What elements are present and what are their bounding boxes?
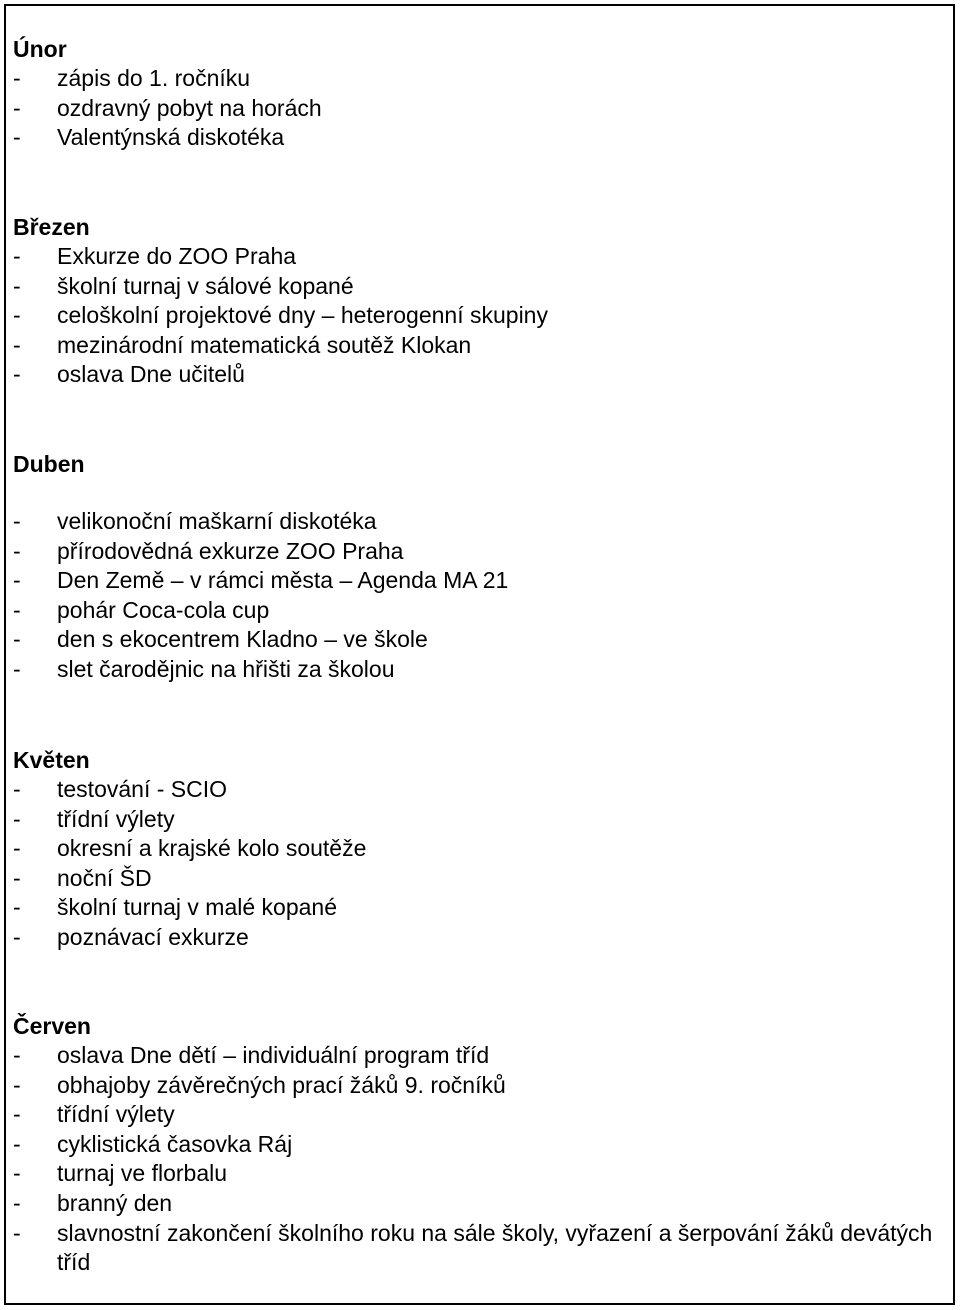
month-heading: Duben [13, 451, 85, 477]
list-item [13, 242, 950, 272]
list-item [13, 1041, 950, 1071]
section-kveten [13, 745, 950, 953]
list-item-text: Valentýnská diskotéka [57, 124, 285, 151]
bullet-dash: - [13, 655, 21, 682]
bullet-dash: - [13, 1160, 21, 1187]
list-item [13, 301, 950, 331]
bullet-dash: - [13, 1219, 21, 1246]
bullet-dash: - [13, 894, 21, 921]
bullet-dash: - [13, 596, 21, 623]
list-item [13, 923, 950, 953]
list-item [13, 655, 950, 685]
list-item [13, 625, 950, 655]
list-item-text: obhajoby závěrečných prací žáků 9. ročníků [57, 1071, 506, 1098]
list-item-text: slet čarodějnic na hřišti za školou [57, 655, 395, 682]
list-item [13, 272, 950, 302]
bullet-dash: - [13, 65, 21, 91]
section-duben [13, 449, 950, 685]
bullet-dash: - [13, 805, 21, 832]
bullet-dash: - [13, 1101, 21, 1128]
bullet-dash: - [13, 361, 21, 388]
bullet-dash: - [13, 331, 21, 358]
month-heading: Březen [13, 214, 90, 240]
bullet-dash: - [13, 864, 21, 891]
bullet-dash: - [13, 626, 21, 653]
bullet-dash: - [13, 302, 21, 329]
list-item-text: celoškolní projektové dny – heterogenní skupiny [57, 302, 548, 329]
list-item-text: pohár Coca-cola cup [57, 596, 270, 623]
bullet-dash: - [13, 567, 21, 594]
section-unor [13, 34, 950, 153]
bullet-dash: - [13, 776, 21, 802]
list-item-text: slavnostní zakončení školního roku na sále školy, vyřazení a šerpování žáků devátých tříd [57, 1219, 933, 1276]
list-item [13, 123, 950, 153]
list-item-text: velikonoční maškarní diskotéka [57, 508, 377, 534]
list-item [13, 331, 950, 361]
bullet-dash: - [13, 508, 21, 534]
bullet-dash: - [13, 1071, 21, 1098]
bullet-dash: - [13, 1130, 21, 1157]
list-item [13, 507, 950, 537]
month-heading: Květen [13, 747, 90, 773]
list-item-text: školní turnaj v sálové kopané [57, 272, 354, 299]
bullet-dash: - [13, 1189, 21, 1216]
bullet-dash: - [13, 124, 21, 151]
list-item-text: Den Země – v rámci města – Agenda MA 21 [57, 567, 509, 594]
bullet-dash: - [13, 243, 21, 269]
list-item-text: den s ekocentrem Kladno – ve škole [57, 626, 428, 653]
list-item [13, 893, 950, 923]
bullet-dash: - [13, 1042, 21, 1068]
bullet-dash: - [13, 272, 21, 299]
list-item-text: noční ŠD [57, 864, 152, 891]
list-item-text: školní turnaj v malé kopané [57, 894, 337, 921]
list-item [13, 360, 950, 390]
list-item [13, 596, 950, 626]
month-heading: Červen [13, 1013, 91, 1039]
bullet-dash: - [13, 923, 21, 950]
section-brezen [13, 212, 950, 390]
bullet-dash: - [13, 835, 21, 862]
list-item-text: oslava Dne dětí – individuální program tříd [57, 1042, 490, 1068]
list-item-text: cyklistická časovka Ráj [57, 1130, 293, 1157]
list-item [13, 834, 950, 864]
list-item-text: ozdravný pobyt na horách [57, 94, 322, 121]
list-item-text: branný den [57, 1189, 173, 1216]
list-item [13, 94, 950, 124]
list-item [13, 64, 950, 94]
list-item-text: poznávací exkurze [57, 923, 249, 950]
list-item [13, 1071, 950, 1101]
month-heading: Únor [13, 36, 67, 62]
list-item [13, 805, 950, 835]
bullet-dash: - [13, 537, 21, 564]
list-item-text: mezinárodní matematická soutěž Klokan [57, 331, 472, 358]
list-item-text: přírodovědná exkurze ZOO Praha [57, 537, 404, 564]
list-item [13, 1130, 950, 1160]
list-item [13, 775, 950, 805]
list-item [13, 1189, 950, 1219]
list-item [13, 1100, 950, 1130]
list-item-text: turnaj ve florbalu [57, 1160, 228, 1187]
list-item [13, 1219, 950, 1278]
list-item-text: Exkurze do ZOO Praha [57, 243, 297, 269]
list-item [13, 864, 950, 894]
bullet-dash: - [13, 94, 21, 121]
list-item-text: zápis do 1. ročníku [57, 65, 251, 91]
section-cerven [13, 1011, 950, 1278]
list-item-text: okresní a krajské kolo soutěže [57, 835, 367, 862]
list-item [13, 537, 950, 567]
list-item-text: třídní výlety [57, 805, 175, 832]
list-item-text: testování - SCIO [57, 776, 228, 802]
list-item-text: oslava Dne učitelů [57, 361, 245, 388]
list-item-text: třídní výlety [57, 1101, 175, 1128]
list-item [13, 566, 950, 596]
list-item [13, 1159, 950, 1189]
